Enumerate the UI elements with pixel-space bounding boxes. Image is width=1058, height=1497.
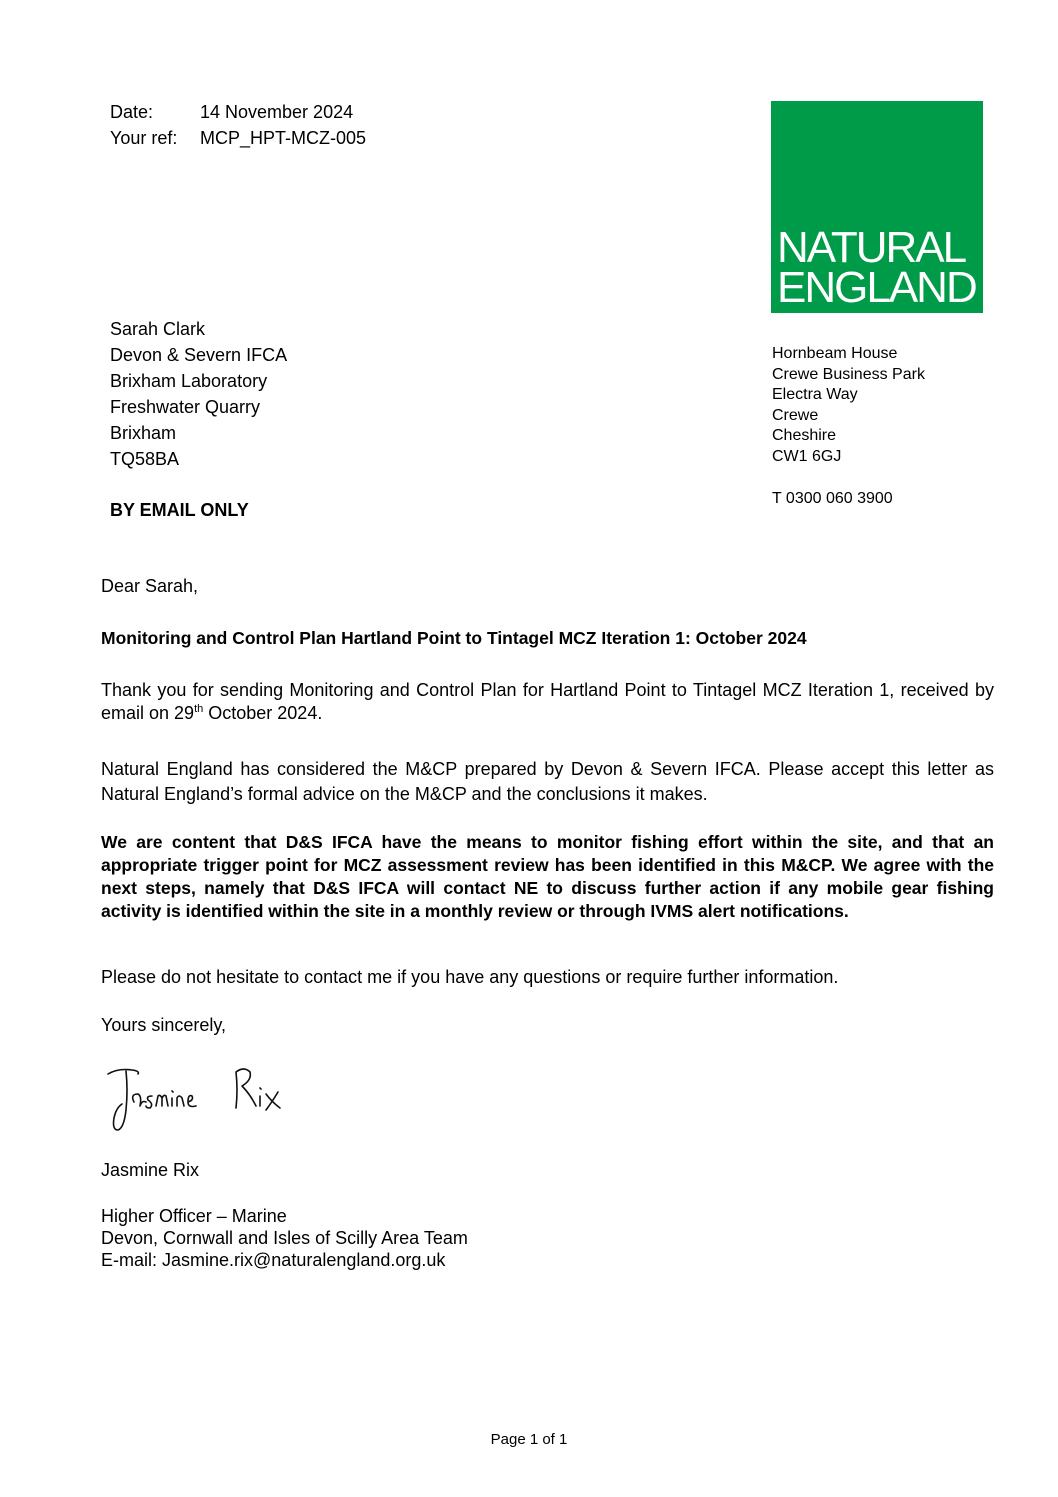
signatory-name: Jasmine Rix bbox=[101, 1160, 200, 1180]
ordinal-suffix: th bbox=[194, 703, 204, 715]
paragraph-2: Natural England has considered the M&CP prepared by Devon & Severn IFCA. Please accept this letter as Natural England’s formal advice on the M&CP and the conclusions it makes. bbox=[101, 759, 994, 804]
paragraph-1-text: Thank you for sending Monitoring and Control Plan for Hartland Point to Tintagel MCZ Iteration 1, received by email on 29 bbox=[101, 680, 994, 723]
reference-row bbox=[110, 125, 366, 151]
recipient-line: Devon & Severn IFCA bbox=[110, 345, 288, 365]
logo-line-2: ENGLAND bbox=[777, 263, 976, 312]
recipient-line: Sarah Clark bbox=[110, 319, 206, 339]
letter-meta bbox=[110, 99, 366, 151]
date-row bbox=[110, 99, 366, 125]
signatory-email: E-mail: Jasmine.rix@naturalengland.org.uk bbox=[101, 1250, 446, 1270]
paragraph-4: Please do not hesitate to contact me if you have any questions or require further information. bbox=[101, 967, 839, 987]
sender-line: CW1 6GJ bbox=[772, 447, 842, 465]
letter-subject: Monitoring and Control Plan Hartland Point to Tintagel MCZ Iteration 1: October 2024 bbox=[101, 628, 807, 648]
recipient-line: Brixham bbox=[110, 423, 177, 443]
sender-address bbox=[772, 344, 925, 467]
sender-line: Crewe Business Park bbox=[772, 365, 925, 383]
paragraph-1-text-end: October 2024. bbox=[203, 703, 323, 723]
sender-line: Hornbeam House bbox=[772, 345, 898, 362]
paragraph-1 bbox=[101, 679, 994, 725]
reference-label: Your ref: bbox=[110, 128, 178, 148]
paragraph-3: We are content that D&S IFCA have the means to monitor fishing effort within the site, and that an appropriate trigger point for MCZ assessment review has been identified in this M&CP. We agree with the next steps, namely that D&S IFCA will contact NE to discuss further action if any mobile gear fishing activity is identified within the site in a monthly review or through IVMS alert notifications. bbox=[101, 832, 994, 921]
recipient-line: Freshwater Quarry bbox=[110, 397, 261, 417]
natural-england-logo bbox=[771, 101, 983, 313]
reference-value: MCP_HPT-MCZ-005 bbox=[200, 128, 367, 148]
logo-text bbox=[777, 223, 976, 312]
signatory-team: Devon, Cornwall and Isles of Scilly Area Team bbox=[101, 1228, 468, 1248]
date-label: Date: bbox=[110, 102, 154, 122]
closing: Yours sincerely, bbox=[101, 1015, 227, 1035]
recipient-line: Brixham Laboratory bbox=[110, 371, 268, 391]
recipient-address bbox=[110, 316, 287, 472]
sender-line: Crewe bbox=[772, 406, 819, 424]
page-number: Page 1 of 1 bbox=[490, 1431, 568, 1448]
signatory-title: Higher Officer – Marine bbox=[101, 1206, 287, 1226]
sender-line: Electra Way bbox=[772, 386, 858, 403]
signatory-details bbox=[101, 1205, 468, 1271]
signature-image bbox=[104, 1060, 294, 1135]
delivery-note: BY EMAIL ONLY bbox=[110, 500, 249, 520]
salutation: Dear Sarah, bbox=[101, 576, 199, 596]
logo-line-1: NATURAL bbox=[777, 223, 966, 272]
sender-phone: T 0300 060 3900 bbox=[772, 490, 893, 507]
date-value: 14 November 2024 bbox=[200, 102, 354, 122]
sender-line: Cheshire bbox=[772, 427, 837, 444]
recipient-line: TQ58BA bbox=[110, 449, 180, 469]
